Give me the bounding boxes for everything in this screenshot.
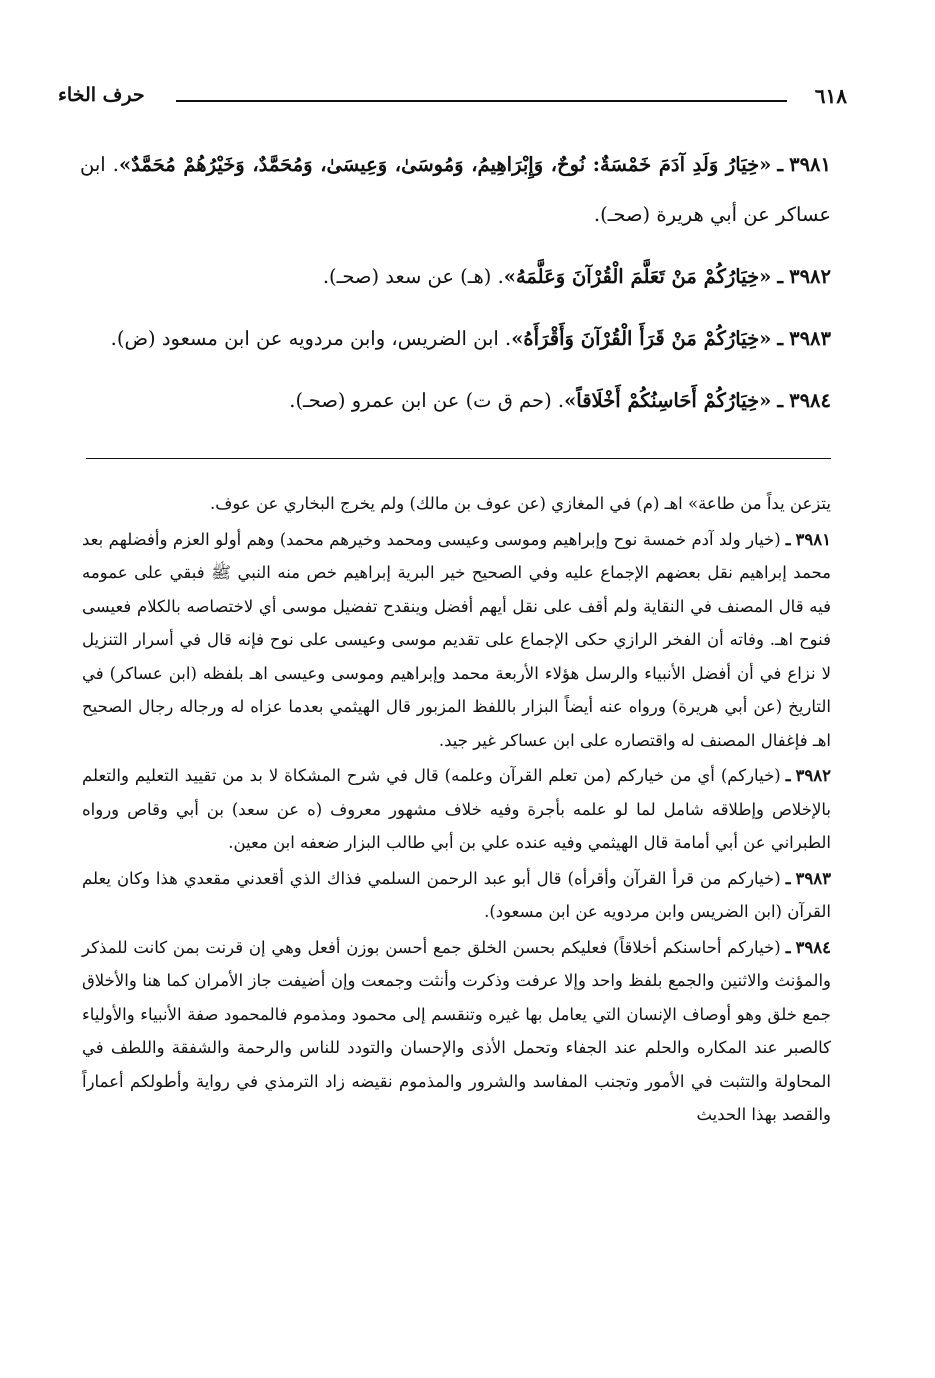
note-text: (خياركم) أي من خياركم (من تعلم القرآن وعلمه) قال في شرح المشكاة لا بد من تقييد التعليم والتعلم بالإخلاص وإطلاقه شامل لما لو علمه بأجرة وفيه خلاف مشهور معروف (ه عن سعد) بن أبي وقاص ورواه الطبراني عن أبي أمامة قال الهيثمي وفيه عنده علي بن أبي طالب البزار ضعفه ابن معين.: [82, 766, 831, 852]
chapter-title: حرف الخاء: [58, 84, 155, 106]
hadith-text: «خِيَارُ وَلَدِ آدَمَ خَمْسَةٌ: نُوحٌ، وَإِبْرَاهِيمُ، وَمُوسَىٰ، وَعِيسَىٰ، وَمُحَمَّدٌ، وَخَيْرُهُمْ مُحَمَّدٌ»: [118, 153, 772, 176]
hadith-number: ٣٩٨٣: [789, 327, 831, 350]
hadith-source: . ابن الضريس، وابن مردويه عن ابن مسعود (ض).: [110, 327, 512, 350]
note-number: ٣٩٨١: [795, 529, 831, 549]
note-text: (خيار ولد آدم خمسة نوح وإبراهيم وموسى وعيسى ومحمد وخيرهم محمد) وهم أولو العزم وأفضلهم بعد محمد إبراهيم نقل بعضهم الإجماع عليه وفي الصحيح خير البرية إبراهيم خص منه النبي ﷺ فبقي على عمومه فيه قال المصنف في النقاية ولم أقف على نقل أيهم أفضل وينقدح تفضيل موسى أي لاختصاصه بالكلام فعيسى فنوح اهـ. وفاته أن الفخر الرازي حكى الإجماع على تقديم موسى وعيسى على نوح فإنه قال في أسرار التنزيل لا نزاع في أن أفضل الأنبياء والرسل هؤلاء الأربعة محمد وإبراهيم وموسى وعيسى اهـ بلفظه (ابن عساكر) في التاريخ (عن أبي هريرة) ورواه عنه أيضاً البزار باللفظ المزبور قال الهيثمي بعدما عزاه له ورجاله رجال الصحيح اهـ فإغفال المصنف له واقتصاره على ابن عساكر غير جيد.: [82, 529, 831, 750]
hadith-number: ٣٩٨٢: [789, 265, 831, 288]
page-number: ٦١٨: [814, 84, 847, 108]
commentary-intro: يتزعن يداً من طاعة» اهـ (م) في المغازي (عن عوف بن مالك) ولم يخرج البخاري عن عوف.: [209, 494, 831, 513]
hadith-3981: ٣٩٨١ـ«خِيَارُ وَلَدِ آدَمَ خَمْسَةٌ: نُوحٌ، وَإِبْرَاهِيمُ، وَمُوسَىٰ، وَعِيسَىٰ، وَمُحَمَّدٌ، وَخَيْرُهُمْ مُحَمَّدٌ». ابن عساكر عن أبي هريرة (صحـ).: [80, 153, 831, 226]
page-header: [58, 78, 847, 112]
hadith-3983: ٣٩٨٣ـ«خِيَارُكُمْ مَنْ قَرَأَ الْقُرْآنَ وَأَقْرَأَهُ». ابن الضريس، وابن مردويه عن ابن مسعود (ض).: [110, 327, 831, 350]
commentary-3984: ٣٩٨٤ـ(خياركم أحاسنكم أخلاقاً) فعليكم بحسن الخلق جمع أحسن بوزن أفعل وهي إن قرنت بمن كانت للمذكر والمؤنث والاثنين والجمع بلفظ واحد وإلا عرفت وذكرت وأنثت وجمعت وإن أضيفت جاز الأمران كما هنا والأخلاق جمع خلق وهو أوصاف الإنسان التي يعامل بها غيره وتنقسم إلى محمود ومذموم فالمحمود صفة الأنبياء والأولياء كالصبر عند المكاره والحلم عند الجفاء وتحمل الأذى والإحسان والتودد للناس والرحمة والشفقة واللطف في المحاولة والتثبت في الأمور وتجنب المفاسد والشرور والمذموم نقيضه زاد الترمذي في رواية وأطولكم أعماراً والقصد بهذا الحديث: [82, 937, 831, 1124]
section-divider: [86, 458, 831, 459]
hadith-3982: ٣٩٨٢ـ«خِيَارُكُمْ مَنْ تَعَلَّمَ الْقُرْآنَ وَعَلَّمَهُ». (هـ) عن سعد (صحـ).: [322, 265, 831, 288]
hadith-section: [80, 140, 831, 438]
note-text: (خياركم أحاسنكم أخلاقاً) فعليكم بحسن الخلق جمع أحسن بوزن أفعل وهي إن قرنت بمن كانت للمذكر والمؤنث والاثنين والجمع بلفظ واحد وإلا عرفت وذكرت وأنثت وجمعت وإن أضيفت جاز الأمران كما هنا والأخلاق جمع خلق وهو أوصاف الإنسان التي يعامل بها غيره وتنقسم إلى محمود ومذموم فالمحمود صفة الأنبياء والأولياء كالصبر عند المكاره والحلم عند الجفاء وتحمل الأذى والإحسان والتودد للناس والرحمة والشفقة واللطف في المحاولة والتثبت في الأمور وتجنب المفاسد والشرور والمذموم نقيضه زاد الترمذي في رواية وأطولكم أعماراً والقصد بهذا الحديث: [82, 937, 831, 1124]
note-text: (خياركم من قرأ القرآن وأقرأه) قال أبو عبد الرحمن السلمي فذاك الذي أقعدني مقعدي هذا وكان يعلم القرآن (ابن الضريس وابن مردويه عن ابن مسعود).: [82, 868, 831, 921]
commentary-section: [82, 487, 831, 1134]
commentary-3982: ٣٩٨٢ـ(خياركم) أي من خياركم (من تعلم القرآن وعلمه) قال في شرح المشكاة لا بد من تقييد التعليم والتعلم بالإخلاص وإطلاقه شامل لما لو علمه بأجرة وفيه خلاف مشهور معروف (ه عن سعد) بن أبي وقاص ورواه الطبراني عن أبي أمامة قال الهيثمي وفيه عنده علي بن أبي طالب البزار ضعفه ابن معين.: [82, 766, 831, 852]
note-number: ٣٩٨٢: [795, 766, 831, 785]
hadith-text: «خِيَارُكُمْ مَنْ قَرَأَ الْقُرْآنَ وَأَقْرَأَهُ»: [511, 327, 772, 350]
note-number: ٣٩٨٣: [795, 868, 831, 888]
hadith-number: ٣٩٨١: [789, 153, 831, 176]
hadith-number: ٣٩٨٤: [789, 389, 831, 412]
commentary-3981: ٣٩٨١ـ(خيار ولد آدم خمسة نوح وإبراهيم وموسى وعيسى ومحمد وخيرهم محمد) وهم أولو العزم وأفضلهم بعد محمد إبراهيم نقل بعضهم الإجماع عليه وفي الصحيح خير البرية إبراهيم خص منه النبي ﷺ فبقي على عمومه فيه قال المصنف في النقاية ولم أقف على نقل أيهم أفضل وينقدح تفضيل موسى أي لاختصاصه بالكلام فعيسى فنوح اهـ. وفاته أن الفخر الرازي حكى الإجماع على تقديم موسى وعيسى على نوح فإنه قال في أسرار التنزيل لا نزاع في أن أفضل الأنبياء والرسل هؤلاء الأربعة محمد وإبراهيم وموسى وعيسى اهـ بلفظه (ابن عساكر) في التاريخ (عن أبي هريرة) ورواه عنه أيضاً البزار باللفظ المزبور قال الهيثمي بعدما عزاه له ورجاله رجال الصحيح اهـ فإغفال المصنف له واقتصاره على ابن عساكر غير جيد.: [82, 529, 831, 750]
header-rule: [176, 100, 787, 102]
hadith-source: . (هـ) عن سعد (صحـ).: [322, 265, 504, 288]
hadith-source: . ابن عساكر عن أبي هريرة (صحـ).: [80, 153, 831, 226]
commentary-3983: ٣٩٨٣ـ(خياركم من قرأ القرآن وأقرأه) قال أبو عبد الرحمن السلمي فذاك الذي أقعدني مقعدي هذا وكان يعلم القرآن (ابن الضريس وابن مردويه عن ابن مسعود).: [82, 868, 831, 921]
note-number: ٣٩٨٤: [795, 937, 831, 957]
hadith-source: . (حم ق ت) عن ابن عمرو (صحـ).: [289, 389, 565, 412]
hadith-3984: ٣٩٨٤ـ«خِيَارُكُمْ أَحَاسِنُكُمْ أَخْلَاقاً». (حم ق ت) عن ابن عمرو (صحـ).: [289, 389, 831, 412]
hadith-text: «خِيَارُكُمْ أَحَاسِنُكُمْ أَخْلَاقاً»: [564, 389, 772, 412]
hadith-text: «خِيَارُكُمْ مَنْ تَعَلَّمَ الْقُرْآنَ وَعَلَّمَهُ»: [503, 265, 772, 288]
